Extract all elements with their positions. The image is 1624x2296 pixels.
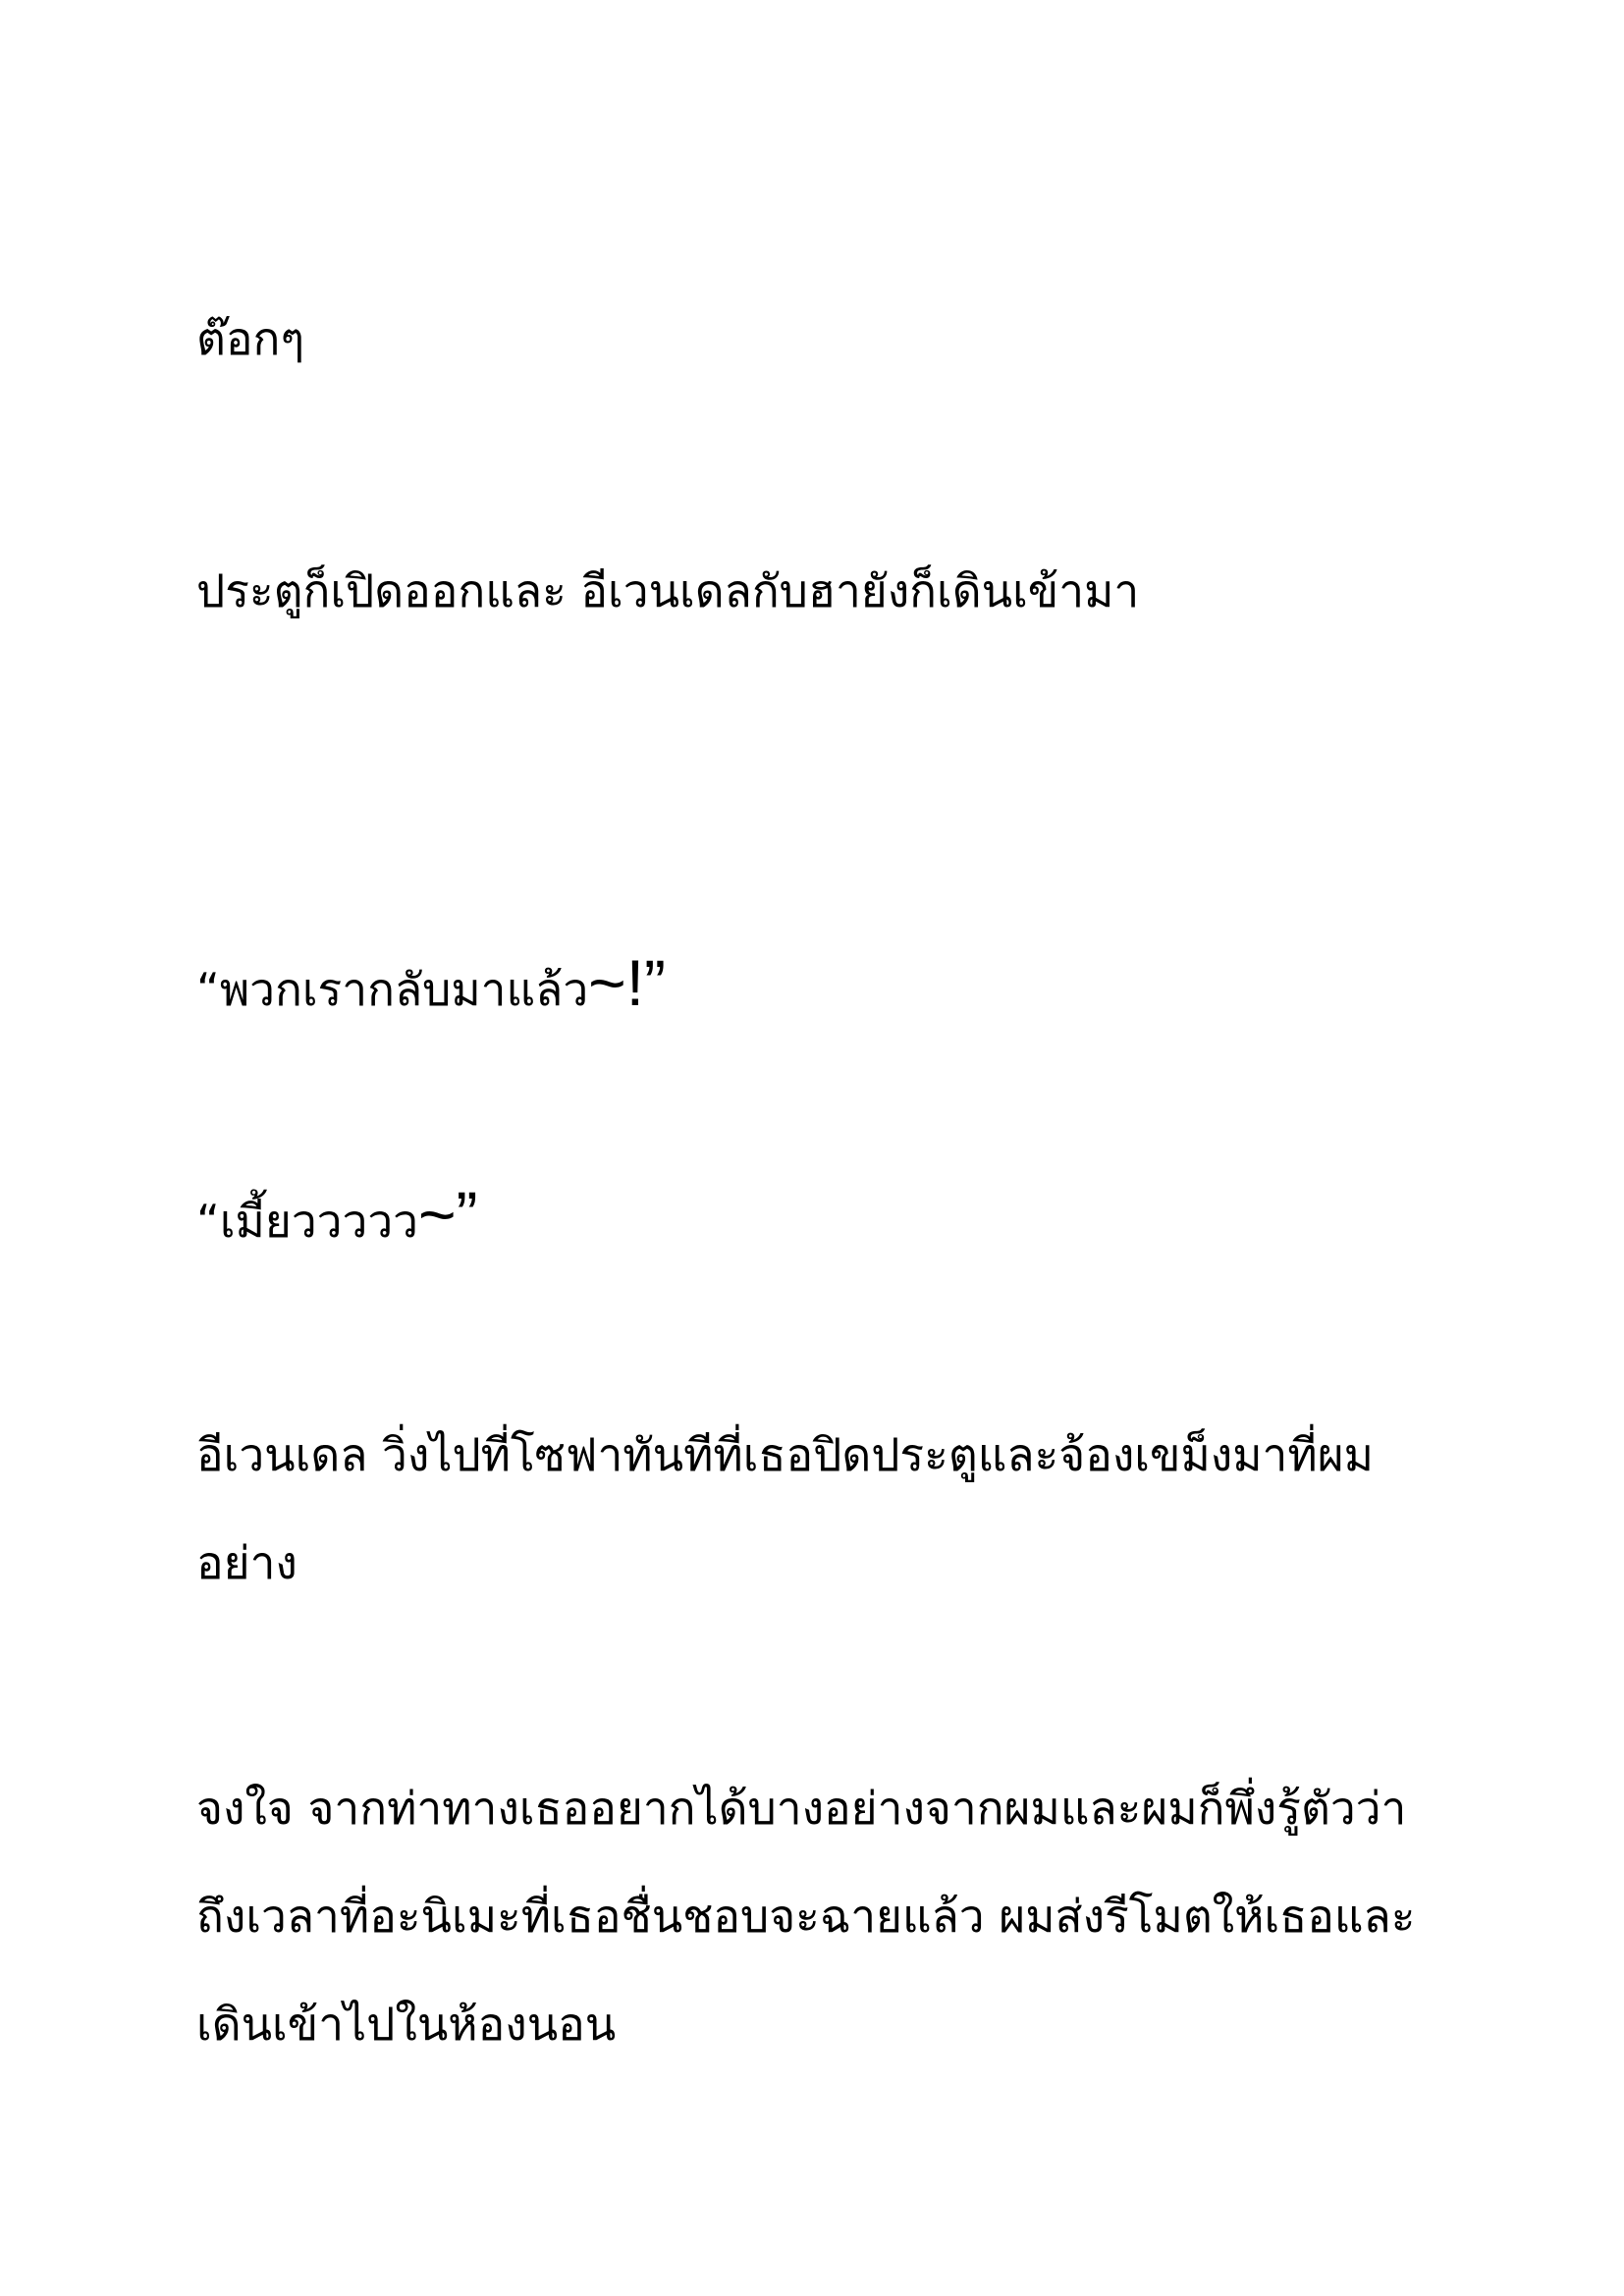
text-line-paragraph-2a: จงใจ จากท่าทางเธออยากได้บางอย่างจากผมและผมก็พึ่งรู้ตัวว่า [196,1782,1407,1835]
dialogue-text: “เมี้ยววววว [196,1195,418,1248]
text-line-paragraph-2c: เดินเข้าไปในห้องนอน [196,1998,617,2051]
text-line-we-are-back [196,944,666,1022]
text-line-paragraph-1a: อีเวนเดล วิ่งไปที่โซฟาทันทีที่เธอปิดประตูและจ้องเขม็งมาที่ผม [196,1428,1374,1481]
dialogue-tilde: ~” [417,1178,478,1251]
text-line-paragraph-2b: ถึงเวลาที่อะนิเมะที่เธอชื่นชอบจะฉายแล้ว ผมส่งรีโมตให้เธอและ [196,1890,1416,1943]
text-line-paragraph-1b: อย่าง [196,1536,298,1589]
text-line-door-opens: ประตูก็เปิดออกและ อีเวนเดลกับฮายังก็เดินเข้ามา [196,564,1140,617]
dialogue-exclamation: ~!” [588,946,667,1019]
text-line-knock: ต๊อกๆ [196,312,305,365]
dialogue-text: “พวกเรากลับมาแล้ว [196,963,589,1016]
text-line-meow [196,1176,478,1254]
